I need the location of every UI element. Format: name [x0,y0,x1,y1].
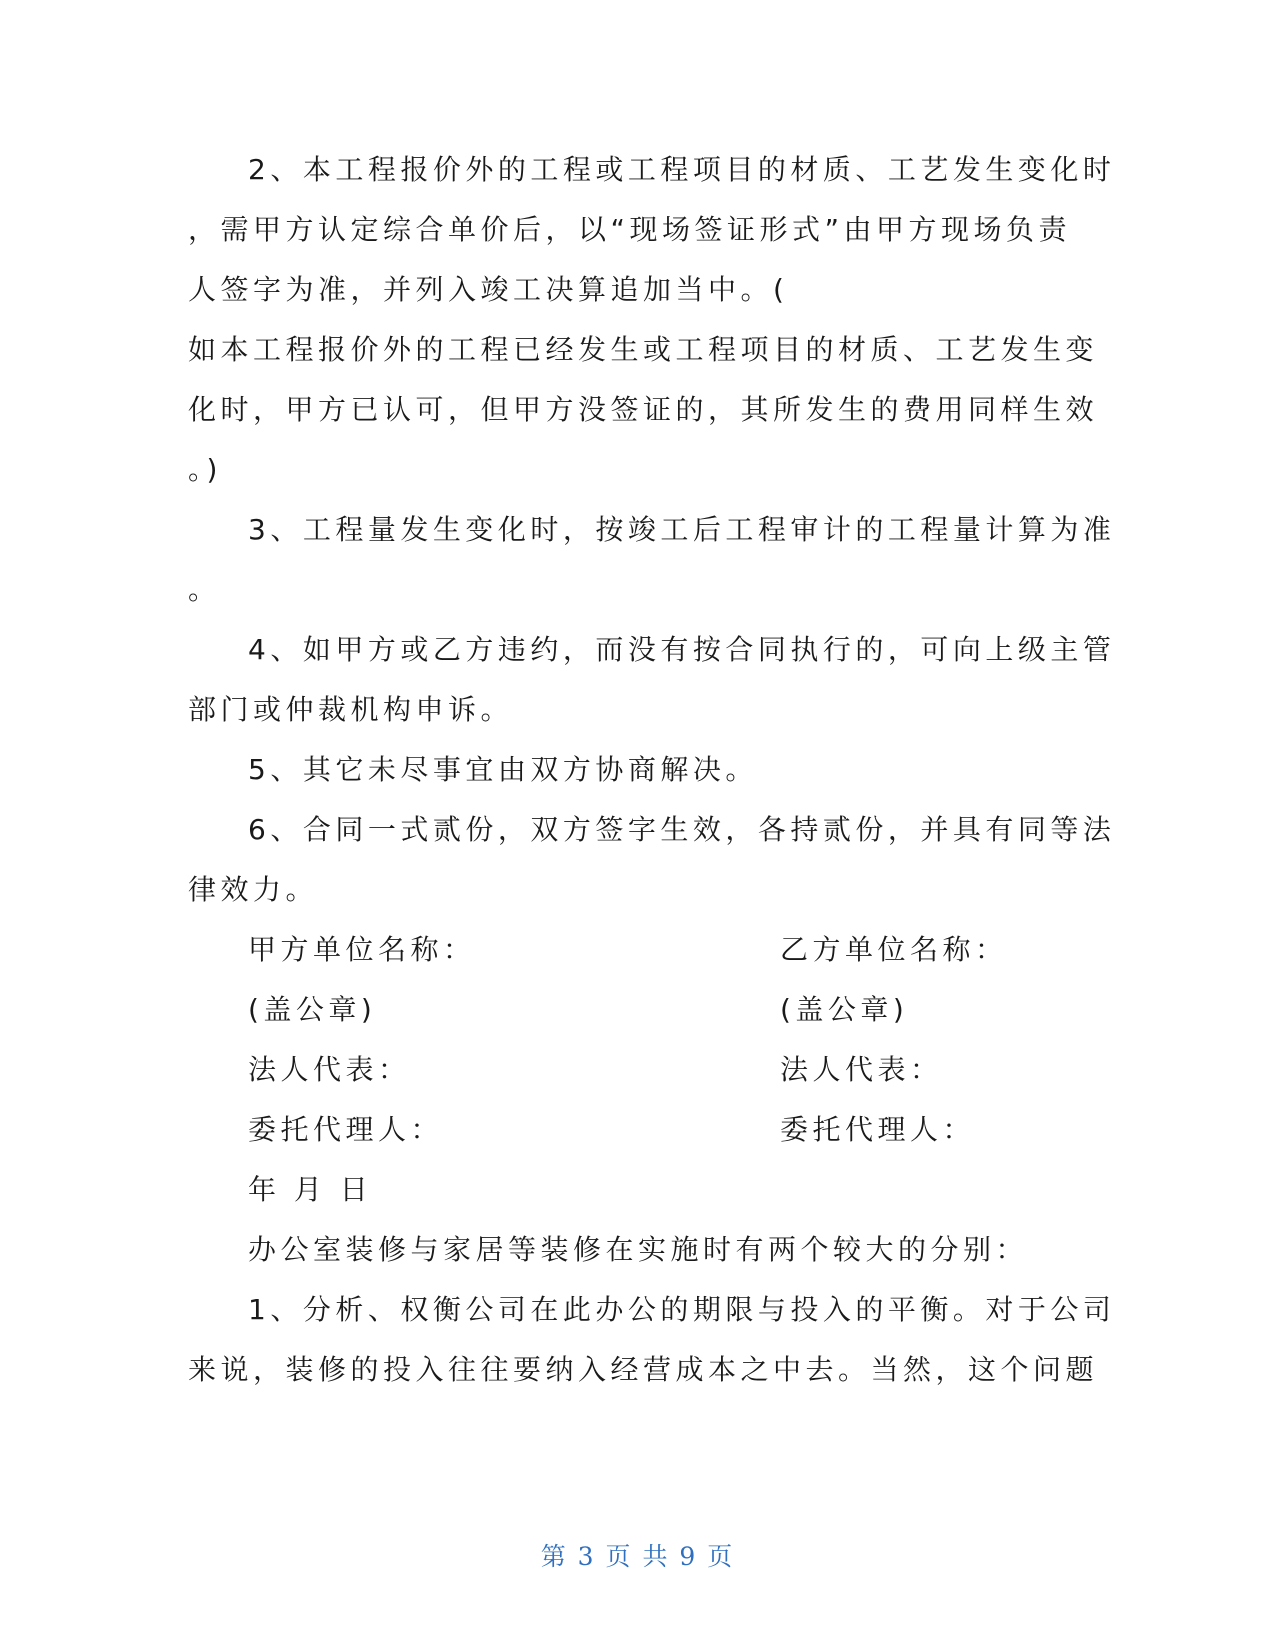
article-intro: 办公室装修与家居等装修在实施时有两个较大的分别： [248,1233,1029,1266]
party-b-name-label: 乙方单位名称： [780,933,1008,966]
party-a-seal-label: (盖公章) [248,993,377,1026]
footer-total-pages: 9 [679,1542,698,1571]
clause-6-line-2: 律效力。 [188,873,319,906]
clause-3-line-2: 。 [188,573,221,606]
footer-suffix: 页 [707,1542,735,1571]
party-b-agent-label: 委托代理人： [780,1113,976,1146]
footer-middle: 页 共 [605,1542,670,1571]
clause-4-line-1: 4、如甲方或乙方违约，而没有按合同执行的，可向上级主管 [248,633,1116,666]
party-a-name-label: 甲方单位名称： [248,933,476,966]
signature-date: 年 月 日 [248,1173,373,1206]
page-footer [0,1537,1275,1573]
clause-4-line-2: 部门或仲裁机构申诉。 [188,693,514,726]
document-body [188,140,1116,1400]
party-a-agent-label: 委托代理人： [248,1113,444,1146]
footer-current-page: 3 [577,1542,596,1571]
clause-2-note-line-1: 如本工程报价外的工程已经发生或工程项目的材质、工艺发生变 [188,333,1099,366]
clause-6-line-1: 6、合同一式贰份，双方签字生效，各持贰份，并具有同等法 [248,813,1116,846]
party-a-legal-rep-label: 法人代表： [248,1053,411,1086]
party-b-legal-rep-label: 法人代表： [780,1053,943,1086]
signature-row-date [188,1160,1088,1220]
signature-row-name [188,920,1088,980]
clause-2-note-line-2: 化时，甲方已认可，但甲方没签证的，其所发生的费用同样生效 [188,393,1099,426]
article-point-1-line-2: 来说，装修的投入往往要纳入经营成本之中去。当然，这个问题 [188,1353,1099,1386]
footer-prefix: 第 [540,1542,568,1571]
signature-row-legal-rep [188,1040,1088,1100]
clause-2-line-1: 2、本工程报价外的工程或工程项目的材质、工艺发生变化时 [248,153,1116,186]
signature-row-seal [188,980,1088,1040]
party-b-seal-label: (盖公章) [780,993,909,1026]
clause-5-line-1: 5、其它未尽事宜由双方协商解决。 [248,753,758,786]
clause-2-note-line-3: 。) [188,453,222,486]
clause-3-line-1: 3、工程量发生变化时，按竣工后工程审计的工程量计算为准 [248,513,1116,546]
clause-2-line-3: 人签字为准，并列入竣工决算追加当中。( [188,273,789,306]
signature-row-agent [188,1100,1088,1160]
clause-2-line-2: ，需甲方认定综合单价后，以“现场签证形式”由甲方现场负责 [188,213,1072,246]
article-point-1-line-1: 1、分析、权衡公司在此办公的期限与投入的平衡。对于公司 [248,1293,1116,1326]
